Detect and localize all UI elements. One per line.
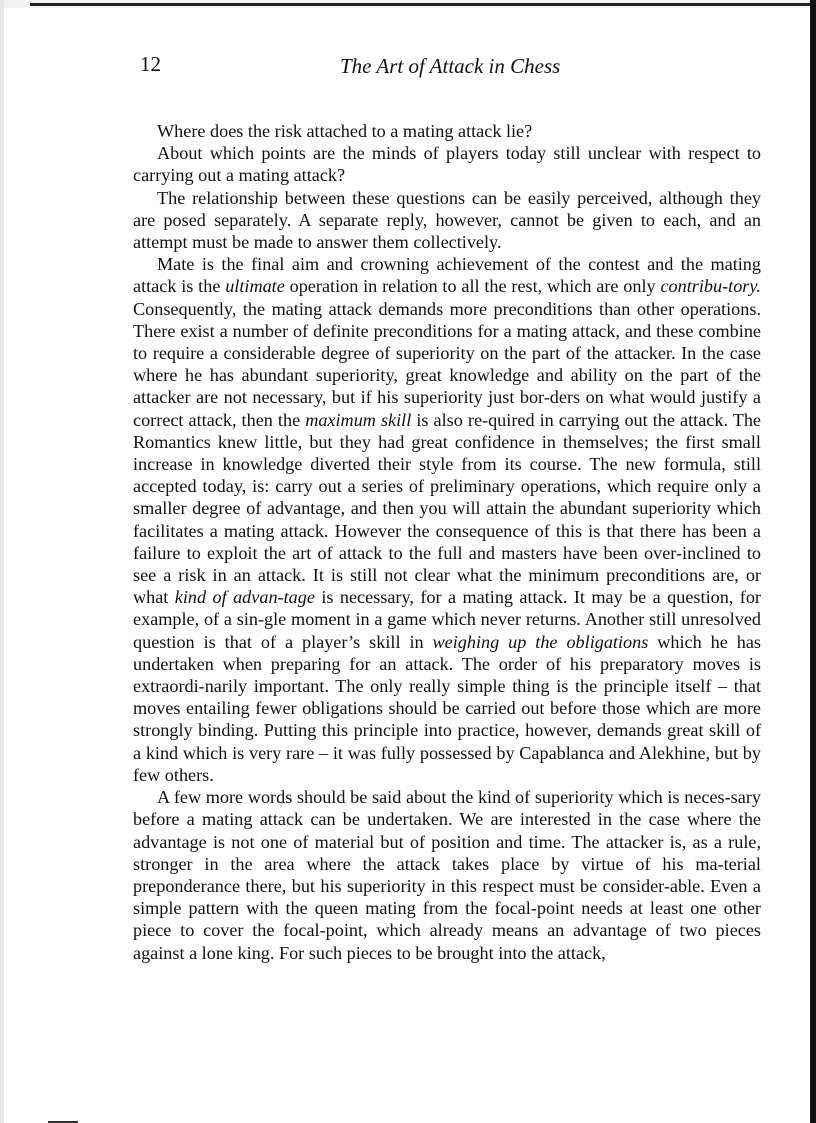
emphasis-weighing-obligations: weighing up the obligations <box>432 631 649 652</box>
text-run: is necessary, for a mating attack. It may be a question, for example, of a sin-gle moment in a game which never returns. Another still unresolved question is that of a player’s skill in <box>133 587 761 652</box>
paragraph-3: The relationship between these questions can be easily perceived, although they are posed separately. A separate reply, however, cannot be given to each, and an attempt must be made to answer them collectively. <box>133 187 761 253</box>
page-number: 12 <box>140 52 161 76</box>
body-text <box>133 120 761 964</box>
scan-right-edge <box>810 0 816 1123</box>
paragraph-4 <box>133 253 761 786</box>
running-title: The Art of Attack in Chess <box>340 54 561 78</box>
emphasis-kind-of-advantage: kind of advan-tage <box>174 587 315 608</box>
text-run: Consequently, the mating attack demands more preconditions than other operations. There exist a number of definite preconditions for a mating attack, and these combine to require a considerable degree of superiority on the part of the attacker. In the case where he has abundant superiority, great knowledge and ability on the part of the attacker are not necessary, but if his superiority just bor-ders on what would justify a correct attack, then the <box>133 298 761 430</box>
paragraph-1: Where does the risk attached to a mating attack lie? <box>157 121 533 141</box>
paragraph-2: About which points are the minds of players today still unclear with respect to carrying out a mating attack? <box>133 143 761 186</box>
emphasis-maximum-skill: maximum skill <box>305 409 412 430</box>
paragraph-5: A few more words should be said about the kind of superiority which is neces-sary before a mating attack can be undertaken. We are interested in the case where the advantage is not one of material but of position and time. The attacker is, as a rule, stronger in the area where the attack takes place by virtue of his ma-terial preponderance there, but his superiority in this respect must be consider-able. Even a simple pattern with the queen mating from the focal-point needs at least one other piece to cover the focal-point, which already means an advantage of two pieces against a lone king. For such pieces to be brought into the attack, <box>133 787 761 963</box>
text-run: operation in relation to all the rest, which are only <box>284 276 661 297</box>
scan-top-edge <box>0 0 816 8</box>
text-run: Mate is the final aim and crowning achievement of the contest and the mating attack is the <box>133 254 761 297</box>
emphasis-ultimate: ultimate <box>225 276 285 297</box>
emphasis-contributory: contribu-tory. <box>660 276 761 297</box>
scan-left-edge <box>0 0 4 1123</box>
text-run: is also re-quired in carrying out the attack. The Romantics knew little, but they had great confidence in themselves; the first small increase in knowledge diverted their style from its course. The new formula, still accepted today, is: carry out a series of preliminary operations, which require only a smaller degree of advantage, and then you will attain the abundant superiority which facilitates a mating attack. However the consequence of this is that there has been a failure to exploit the art of attack to the full and masters have been over-inclined to see a risk in an attack. It is still not clear what the minimum preconditions are, or what <box>133 409 761 608</box>
text-run: which he has undertaken when preparing for an attack. The order of his preparatory moves is extraordi-narily important. The only really simple thing is the principle itself – that moves entailing fewer obligations should be carried out before those which are more strongly binding. Putting this principle into practice, however, demands great skill of a kind which is very rare – it was fully possessed by Capablanca and Alekhine, but by few others. <box>133 631 761 785</box>
page-header <box>140 52 580 82</box>
